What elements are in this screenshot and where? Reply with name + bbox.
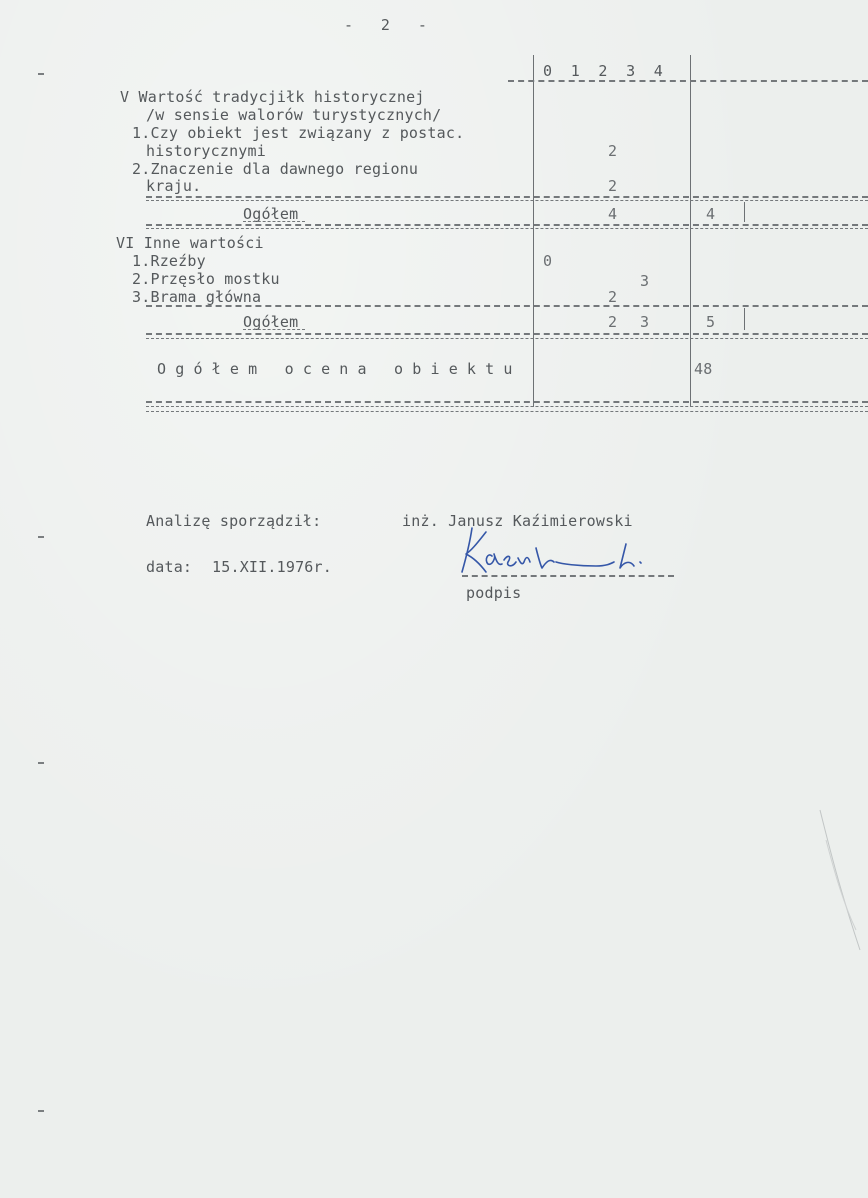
section-v-rule-top-2 [146, 200, 868, 201]
section-v-rule-top [146, 196, 868, 198]
grand-total-rule-3 [146, 411, 868, 412]
section-v-item-1-line2: historycznymi [146, 142, 266, 160]
section-vi-total-column-a: 2 [608, 313, 618, 331]
date-label: data: [146, 558, 193, 576]
page-number: - 2 - [344, 16, 428, 34]
section-vi-item-2: 2.Przęsło mostku [132, 270, 280, 288]
score-column-headers: 0 1 2 3 4 [543, 62, 663, 80]
margin-mark [38, 73, 44, 75]
paper-scratch-mark [800, 800, 868, 960]
total-box-rule-2 [744, 308, 745, 330]
section-v-total-label: Ogółem [243, 205, 299, 223]
column-rule-right [690, 55, 691, 407]
section-vi-item-2-score: 3 [640, 272, 650, 290]
column-rule-left [533, 55, 534, 407]
handwritten-signature [458, 522, 668, 582]
grand-total-value: 48 [694, 360, 713, 378]
grand-total-rule-1 [146, 401, 868, 403]
margin-mark [38, 1110, 44, 1112]
prepared-by-label: Analizę sporządził: [146, 512, 322, 530]
signature-caption: podpis [466, 584, 522, 602]
margin-mark [38, 536, 44, 538]
section-vi-total-underline [243, 329, 305, 330]
section-v-item-1-score: 2 [608, 142, 618, 160]
section-v-total-column: 4 [608, 205, 618, 223]
section-v-total-sum: 4 [706, 205, 716, 223]
grand-total-label: Ogółem ocena obiektu [157, 360, 522, 378]
section-vi-item-1-score: 0 [543, 252, 553, 270]
section-vi-item-1: 1.Rzeźby [132, 252, 206, 270]
section-vi-title: VI Inne wartości [116, 234, 264, 252]
section-v-subtitle: /w sensie walorów turystycznych/ [146, 106, 442, 124]
section-vi-item-3-score: 2 [608, 288, 618, 306]
section-v-title: V Wartość tradycjiłk historycznej [120, 88, 425, 106]
section-v-item-2-line1: 2.Znaczenie dla dawnego regionu [132, 160, 419, 178]
section-vi-total-label: Ogółem [243, 313, 299, 331]
section-vi-item-3: 3.Brama główna [132, 288, 262, 306]
section-vi-total-sum: 5 [706, 313, 716, 331]
section-v-rule-bottom [146, 224, 868, 226]
prepared-by-name: inż. Janusz Kaźimierowski [402, 512, 633, 530]
section-vi-rule-bottom-2 [146, 338, 868, 339]
grand-total-rule-2 [146, 406, 868, 407]
section-v-item-2-line2: kraju. [146, 177, 202, 195]
section-v-item-2-score: 2 [608, 177, 618, 195]
total-box-rule-1 [744, 202, 745, 222]
section-vi-total-column-b: 3 [640, 313, 650, 331]
section-vi-rule-bottom [146, 333, 868, 335]
section-v-item-1-line1: 1.Czy obiekt jest związany z postac. [132, 124, 465, 142]
margin-mark [38, 762, 44, 764]
section-v-rule-bottom-2 [146, 228, 868, 229]
section-v-total-underline [243, 221, 305, 222]
header-rule [508, 80, 868, 82]
section-vi-rule-top [146, 305, 868, 307]
date-value: 15.XII.1976r. [212, 558, 332, 576]
